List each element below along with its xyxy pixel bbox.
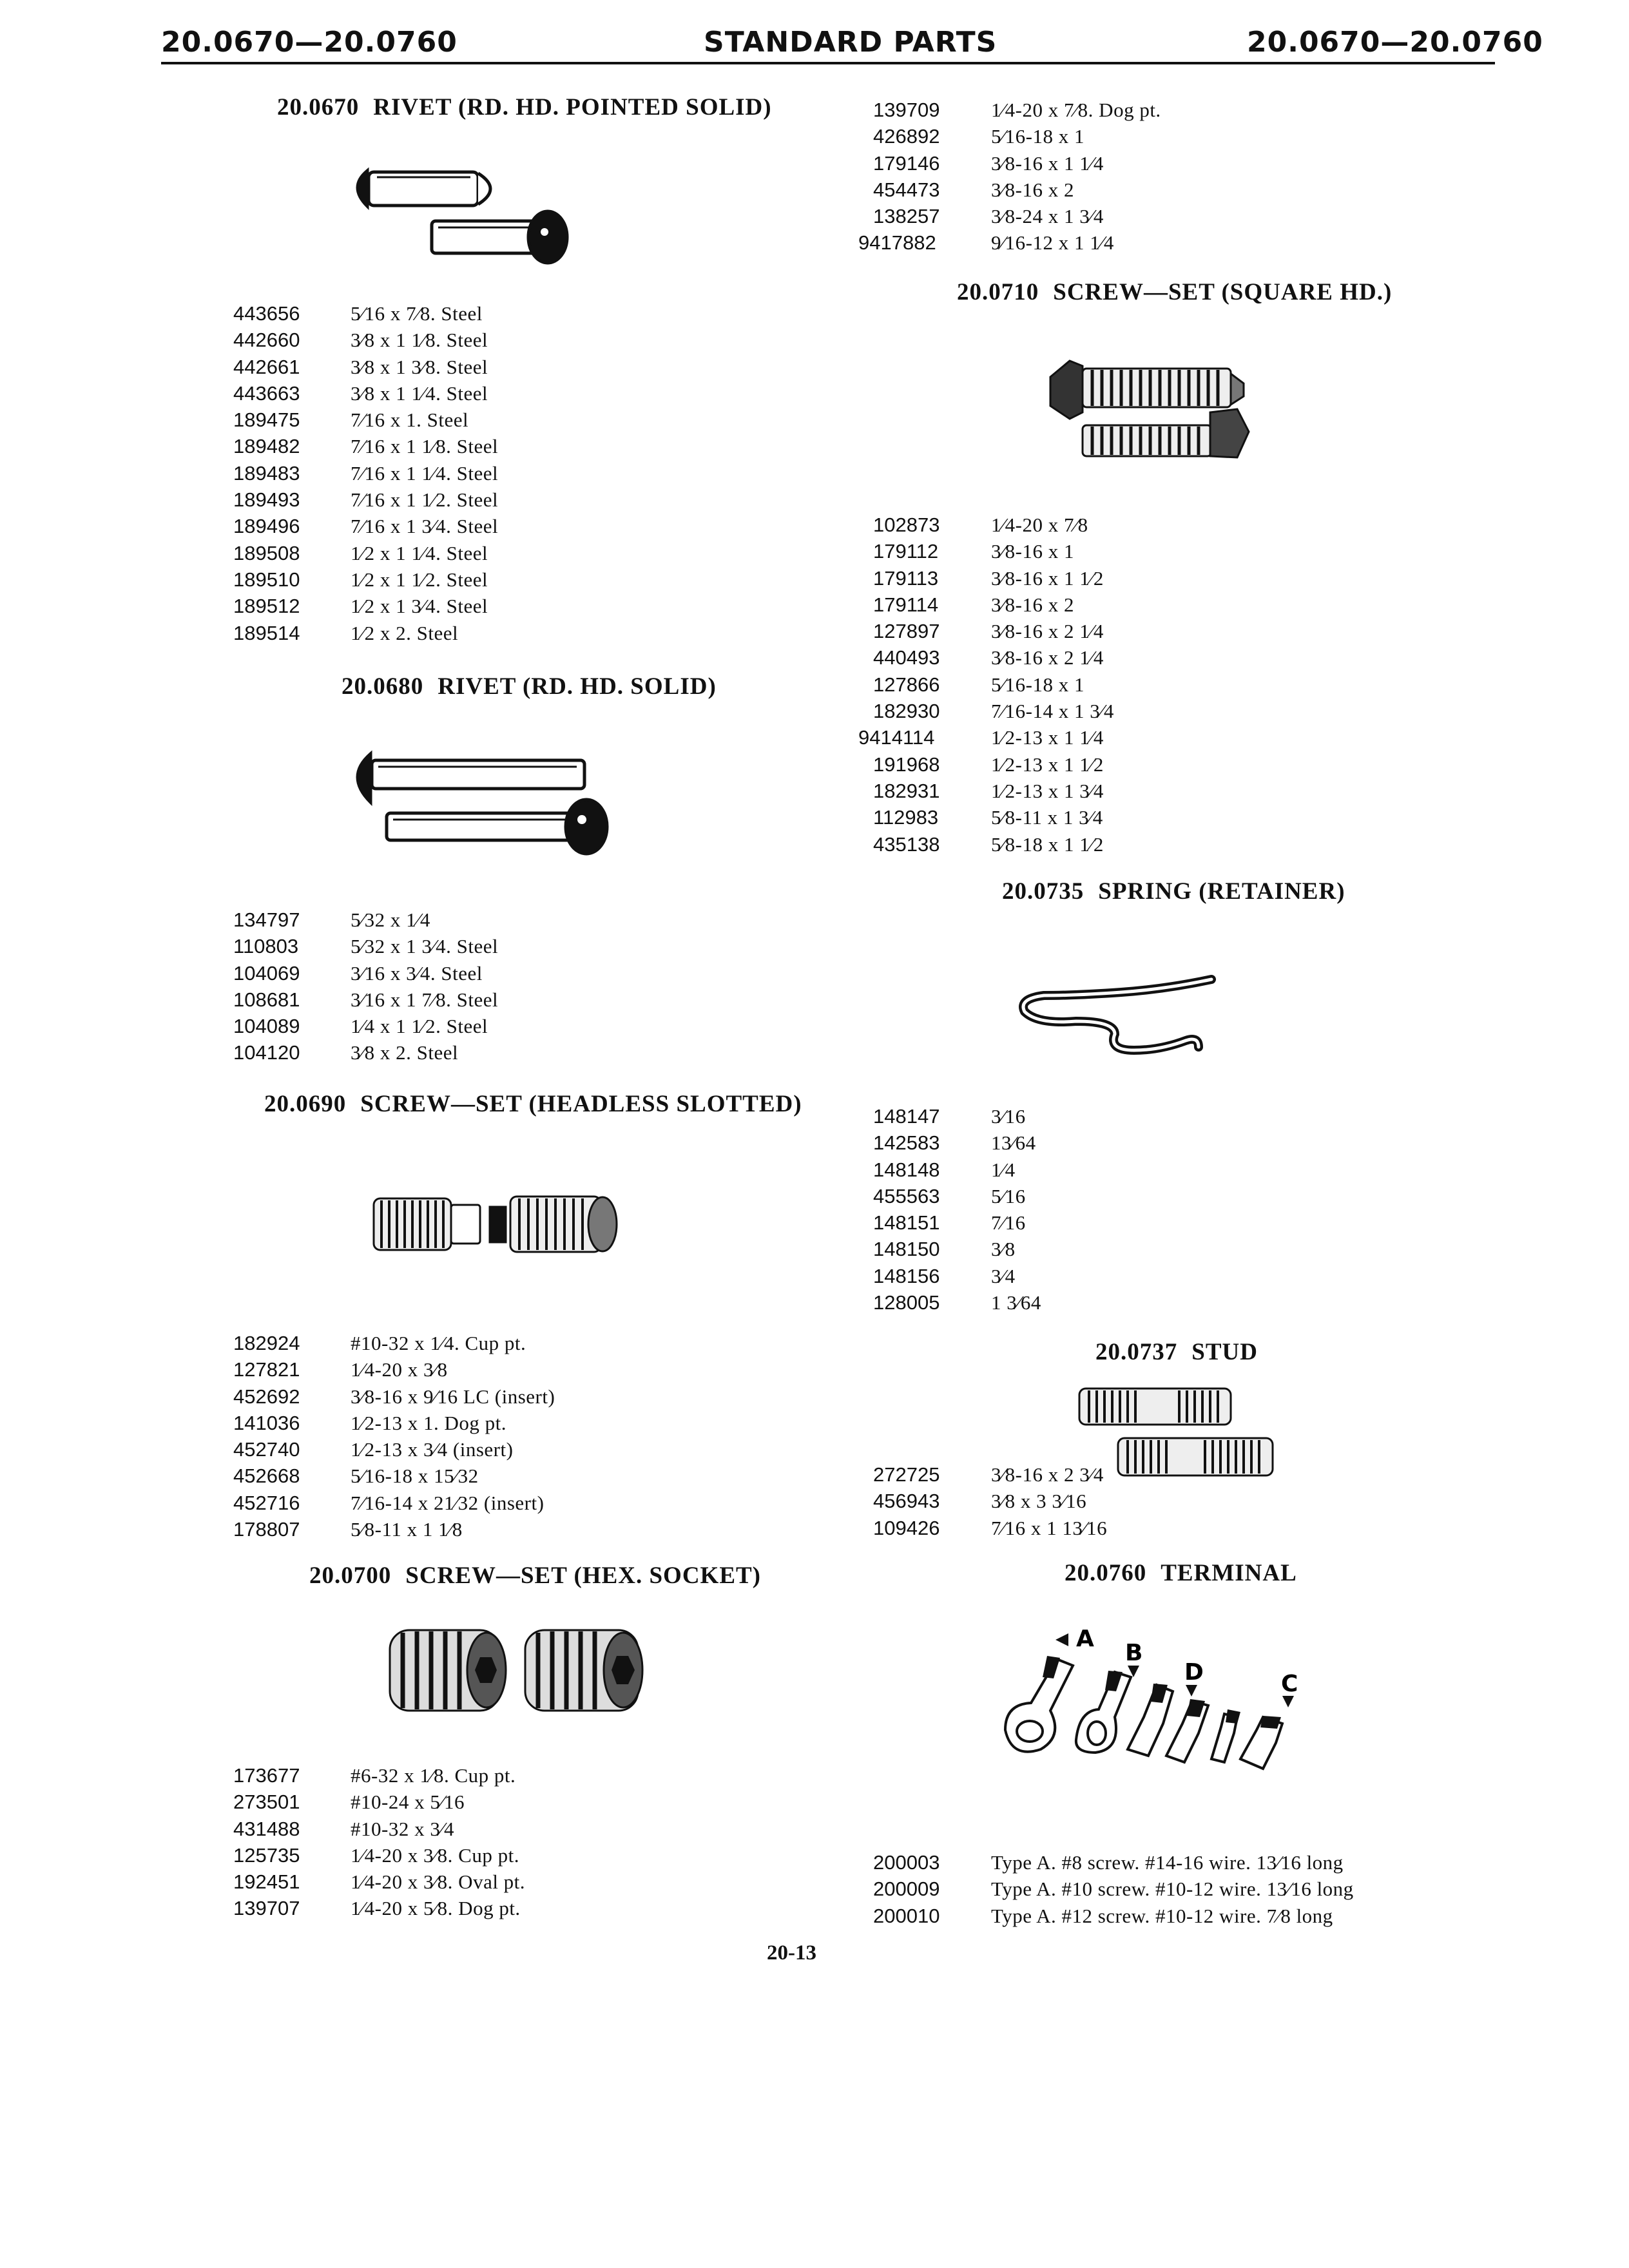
table-row [858, 565, 1245, 591]
part-description: 1⁄2 x 2. Steel [351, 621, 459, 644]
parts-list-20-0760 [873, 1849, 1453, 1929]
part-number: 108681 [233, 988, 300, 1011]
part-number: 102873 [873, 514, 940, 536]
table-row [858, 671, 1245, 698]
table-row [233, 1356, 633, 1383]
part-description: 1⁄4 x 1 1⁄2. Steel [351, 1015, 488, 1038]
part-number: 452740 [233, 1438, 300, 1461]
part-number: 148156 [873, 1264, 940, 1287]
part-description: 7⁄16 x 1 1⁄8. Steel [351, 435, 499, 458]
table-row [233, 1516, 633, 1542]
part-number: 431488 [233, 1817, 300, 1840]
part-number: 452668 [233, 1465, 300, 1488]
table-row [873, 1488, 1195, 1514]
parts-list-20-0737 [873, 1461, 1195, 1541]
table-row [873, 1515, 1195, 1541]
part-number: 109426 [873, 1516, 940, 1539]
table-row [233, 1383, 633, 1410]
section-title-20-0735 [1002, 878, 1345, 905]
part-description: Type A. #12 screw. #10-12 wire. 7⁄8 long [991, 1904, 1333, 1927]
table-row [858, 512, 1245, 538]
parts-list-20-0700-continued [858, 97, 1245, 256]
table-row [233, 1895, 620, 1921]
part-number: 182930 [873, 700, 940, 723]
parts-list-20-0680 [233, 907, 594, 1066]
part-description: 1⁄2 x 1 1⁄2. Steel [351, 568, 488, 591]
part-number: 104089 [233, 1015, 300, 1038]
part-description: 1⁄2-13 x 3⁄4 (insert) [351, 1438, 514, 1461]
section-number: 20.0680 [342, 673, 424, 700]
section-title-20-0700 [309, 1562, 761, 1590]
table-row [873, 1209, 1195, 1236]
page-number: 20-13 [767, 1941, 816, 1965]
part-description: 3⁄16 [991, 1105, 1026, 1128]
table-row [233, 1816, 620, 1842]
part-description: 1⁄4-20 x 3⁄8. Cup pt. [351, 1843, 519, 1867]
part-description: 7⁄16 x 1. Steel [351, 408, 469, 432]
part-number: 148147 [873, 1105, 940, 1128]
table-row [858, 177, 1245, 203]
part-number: 426892 [873, 125, 940, 148]
section-name: TERMINAL [1161, 1560, 1297, 1586]
part-description: 5⁄16 x 7⁄8. Steel [351, 302, 483, 325]
table-row [233, 1039, 594, 1066]
table-row [233, 986, 594, 1013]
section-name: SCREW—SET (HEX. SOCKET) [405, 1562, 761, 1589]
part-number: 440493 [873, 646, 940, 669]
round-head-rivet-illustration [338, 741, 635, 857]
terminal-label-b: B [1125, 1640, 1143, 1666]
part-number: 173677 [233, 1764, 300, 1787]
table-row [858, 751, 1245, 778]
part-description: 7⁄16-14 x 1 3⁄4 [991, 700, 1114, 723]
part-description: 3⁄8-16 x 1 [991, 540, 1074, 563]
table-row [233, 354, 594, 380]
part-description: 3⁄8-24 x 1 3⁄4 [991, 205, 1104, 228]
table-row [858, 150, 1245, 177]
table-row [233, 380, 594, 407]
part-number: 9417882 [858, 231, 936, 255]
part-number: 192451 [233, 1870, 300, 1894]
retainer-spring-illustration [1005, 960, 1224, 1076]
part-description: 5⁄16-18 x 15⁄32 [351, 1465, 479, 1488]
headless-set-screw-illustration [367, 1182, 625, 1266]
part-description: 5⁄16 [991, 1184, 1026, 1207]
part-description: 3⁄8-16 x 1 1⁄2 [991, 566, 1104, 590]
table-row [233, 540, 594, 566]
part-number: 138257 [873, 205, 940, 228]
part-number: 127821 [233, 1358, 300, 1381]
table-row [233, 1762, 620, 1789]
part-description: 3⁄8-16 x 2 1⁄4 [991, 620, 1104, 643]
part-number: 189510 [233, 568, 300, 591]
part-description: 5⁄16-18 x 1 [991, 673, 1084, 696]
table-row [233, 1842, 620, 1869]
part-description: 5⁄8-11 x 1 3⁄4 [991, 806, 1103, 829]
section-title-20-0680 [342, 673, 717, 700]
table-row [233, 460, 594, 486]
part-description: 3⁄16 x 3⁄4. Steel [351, 961, 483, 985]
part-description: 5⁄32 x 1⁄4 [351, 908, 430, 931]
part-description: 7⁄16 x 1 1⁄4. Steel [351, 461, 499, 485]
terminal-label-c: C [1281, 1671, 1298, 1697]
table-row [233, 1869, 620, 1895]
part-number: 104069 [233, 961, 300, 985]
part-description: 7⁄16 [991, 1211, 1026, 1235]
part-number: 127897 [873, 620, 940, 643]
part-number: 182924 [233, 1332, 300, 1354]
part-number: 189496 [233, 515, 300, 538]
part-number: 178807 [233, 1518, 300, 1541]
table-row [873, 1876, 1453, 1902]
section-number: 20.0710 [957, 279, 1039, 305]
part-number: 128005 [873, 1291, 940, 1314]
part-description: 9⁄16-12 x 1 1⁄4 [991, 231, 1114, 255]
section-title-20-0710 [957, 278, 1392, 306]
part-description: 7⁄16 x 1 1⁄2. Steel [351, 488, 499, 512]
section-title-20-0670 [277, 93, 772, 121]
table-row [873, 1157, 1195, 1183]
part-number: 148151 [873, 1211, 940, 1235]
part-description: 1⁄4-20 x 5⁄8. Dog pt. [351, 1897, 521, 1920]
part-description: #10-32 x 3⁄4 [351, 1817, 454, 1840]
section-number: 20.0735 [1002, 878, 1084, 905]
part-description: 1⁄2 x 1 1⁄4. Steel [351, 541, 488, 564]
part-description: 3⁄8-16 x 9⁄16 LC (insert) [351, 1385, 555, 1408]
table-row [858, 618, 1245, 644]
section-title-20-0737 [1095, 1338, 1258, 1366]
table-row [858, 538, 1245, 564]
part-number: 189475 [233, 408, 300, 432]
part-number: 454473 [873, 178, 940, 201]
table-row [233, 620, 594, 646]
table-row [858, 229, 1245, 256]
table-row [873, 1263, 1195, 1289]
part-description: #10-32 x 1⁄4. Cup pt. [351, 1332, 526, 1354]
table-row [233, 1410, 633, 1436]
part-description: 3⁄8 x 2. Steel [351, 1041, 459, 1064]
part-number: 9414114 [858, 726, 935, 749]
table-row [233, 327, 594, 353]
part-description: Type A. #10 screw. #10-12 wire. 13⁄16 long [991, 1878, 1354, 1901]
part-number: 139707 [233, 1897, 300, 1920]
section-name: SPRING (RETAINER) [1098, 878, 1345, 905]
parts-list-20-0710 [858, 512, 1245, 858]
part-description: 3⁄8 x 1 1⁄4. Steel [351, 381, 488, 405]
part-description: 3⁄8 x 3 3⁄16 [991, 1490, 1087, 1513]
part-description: 1⁄4 [991, 1158, 1016, 1181]
part-description: 1⁄4-20 x 7⁄8. Dog pt. [991, 99, 1161, 121]
table-row [233, 407, 594, 433]
table-row [233, 933, 594, 959]
part-number: 189514 [233, 621, 300, 644]
table-row [873, 1849, 1453, 1876]
section-name: SCREW—SET (HEADLESS SLOTTED) [360, 1091, 802, 1117]
table-row [873, 1236, 1195, 1262]
square-head-set-screw-illustration [1044, 348, 1263, 477]
table-row [873, 1183, 1195, 1209]
table-row [858, 591, 1245, 618]
part-description: 1⁄2 x 1 3⁄4. Steel [351, 595, 488, 618]
section-name: STUD [1191, 1339, 1258, 1365]
part-description: #6-32 x 1⁄8. Cup pt. [351, 1764, 516, 1787]
arrow-c-icon [1282, 1696, 1294, 1707]
section-number: 20.0760 [1065, 1560, 1147, 1586]
part-number: 456943 [873, 1490, 940, 1513]
table-row [858, 724, 1245, 751]
part-number: 443656 [233, 302, 300, 325]
header-left: 20.0670—20.0760 [161, 26, 458, 59]
part-number: 442660 [233, 329, 300, 352]
part-description: 1⁄4-20 x 7⁄8 [991, 514, 1088, 536]
part-number: 200010 [873, 1904, 940, 1927]
table-row [858, 644, 1245, 671]
section-name: SCREW—SET (SQUARE HD.) [1053, 279, 1393, 305]
part-number: 442661 [233, 355, 300, 378]
section-name: RIVET (RD. HD. SOLID) [438, 673, 717, 700]
terminal-label-d: D [1184, 1659, 1204, 1686]
part-description: 1⁄4-20 x 3⁄8. Oval pt. [351, 1870, 526, 1894]
part-number: 104120 [233, 1041, 300, 1064]
table-row [233, 907, 594, 933]
table-row [233, 513, 594, 539]
part-number: 189512 [233, 595, 300, 618]
part-number: 127866 [873, 673, 940, 696]
part-description: 5⁄32 x 1 3⁄4. Steel [351, 935, 499, 958]
part-description: 7⁄16 x 1 13⁄16 [991, 1516, 1108, 1539]
part-description: 3⁄8 x 1 1⁄8. Steel [351, 329, 488, 352]
terminal-label-a: A [1076, 1626, 1094, 1652]
table-row [858, 831, 1245, 858]
table-row [233, 593, 594, 619]
part-description: 1⁄4-20 x 3⁄8 [351, 1358, 448, 1381]
part-description: 1⁄2-13 x 1 1⁄2 [991, 753, 1104, 776]
table-row [233, 1463, 633, 1489]
part-number: 179114 [873, 593, 939, 616]
table-row [233, 1789, 620, 1815]
table-row [858, 778, 1245, 804]
part-number: 179113 [873, 566, 939, 590]
part-description: 1 3⁄64 [991, 1291, 1041, 1314]
part-number: 125735 [233, 1843, 300, 1867]
part-number: 452692 [233, 1385, 300, 1408]
part-number: 110803 [233, 935, 299, 958]
part-number: 142583 [873, 1131, 940, 1155]
part-description: 13⁄64 [991, 1131, 1036, 1155]
part-description: 5⁄8-18 x 1 1⁄2 [991, 832, 1104, 856]
section-number: 20.0670 [277, 94, 360, 120]
header-rule [161, 62, 1495, 64]
part-description: 3⁄8-16 x 2 [991, 178, 1074, 201]
part-number: 182931 [873, 779, 940, 802]
part-description: 3⁄8 x 1 3⁄8. Steel [351, 355, 488, 378]
part-number: 139709 [873, 99, 940, 121]
table-row [858, 804, 1245, 831]
part-number: 189493 [233, 488, 300, 512]
pointed-rivet-illustration [342, 151, 574, 274]
table-row [233, 566, 594, 593]
part-number: 148148 [873, 1158, 940, 1181]
section-number: 20.0690 [264, 1091, 347, 1117]
table-row [858, 698, 1245, 724]
part-description: 1⁄2-13 x 1 3⁄4 [991, 779, 1104, 802]
section-title-20-0760 [1065, 1559, 1297, 1587]
part-number: 179112 [873, 540, 939, 563]
table-row [233, 1436, 633, 1463]
table-row [858, 203, 1245, 229]
section-number: 20.0737 [1095, 1339, 1178, 1365]
table-row [858, 97, 1245, 123]
table-row [873, 1103, 1195, 1129]
part-description: 1⁄2-13 x 1 1⁄4 [991, 726, 1104, 749]
table-row [873, 1903, 1453, 1929]
parts-list-20-0735 [873, 1103, 1195, 1316]
table-row [233, 1013, 594, 1039]
part-number: 452716 [233, 1491, 300, 1514]
part-description: Type A. #8 screw. #14-16 wire. 13⁄16 long [991, 1851, 1344, 1874]
part-number: 200003 [873, 1851, 940, 1874]
table-row [233, 960, 594, 986]
part-number: 435138 [873, 832, 940, 856]
part-description: #10-24 x 5⁄16 [351, 1791, 465, 1814]
terminal-illustration [979, 1620, 1315, 1794]
table-row [233, 1490, 633, 1516]
parts-list-20-0700 [233, 1762, 620, 1922]
part-description: 3⁄4 [991, 1264, 1016, 1287]
part-number: 189508 [233, 541, 300, 564]
arrow-d-icon [1186, 1685, 1197, 1696]
part-number: 272725 [873, 1463, 940, 1486]
part-description: 1⁄2-13 x 1. Dog pt. [351, 1411, 506, 1434]
part-description: 3⁄8-16 x 1 1⁄4 [991, 151, 1104, 175]
part-number: 273501 [233, 1791, 300, 1814]
part-number: 112983 [873, 806, 939, 829]
part-number: 189482 [233, 435, 300, 458]
table-row [233, 300, 594, 327]
part-description: 3⁄8-16 x 2 [991, 593, 1074, 616]
arrow-a-icon [1055, 1633, 1068, 1646]
table-row [873, 1129, 1195, 1156]
hex-socket-set-screw-illustration [383, 1624, 648, 1720]
section-name: RIVET (RD. HD. POINTED SOLID) [373, 94, 772, 120]
section-number: 20.0700 [309, 1562, 392, 1589]
part-description: 5⁄8-11 x 1 1⁄8 [351, 1518, 463, 1541]
table-row [873, 1461, 1195, 1488]
part-description: 7⁄16-14 x 21⁄32 (insert) [351, 1491, 545, 1514]
part-number: 141036 [233, 1411, 300, 1434]
part-number: 148150 [873, 1238, 940, 1261]
part-description: 3⁄8 [991, 1238, 1016, 1261]
part-number: 191968 [873, 753, 940, 776]
part-description: 7⁄16 x 1 3⁄4. Steel [351, 515, 499, 538]
section-title-20-0690 [264, 1090, 802, 1118]
part-description: 3⁄8-16 x 2 3⁄4 [991, 1463, 1104, 1486]
part-number: 179146 [873, 151, 940, 175]
table-row [858, 123, 1245, 149]
table-row [873, 1289, 1195, 1316]
header-right: 20.0670—20.0760 [1247, 26, 1543, 59]
part-number: 455563 [873, 1184, 940, 1207]
part-description: 5⁄16-18 x 1 [991, 125, 1084, 148]
part-number: 443663 [233, 381, 300, 405]
part-number: 200009 [873, 1878, 940, 1901]
part-description: 3⁄8-16 x 2 1⁄4 [991, 646, 1104, 669]
parts-list-20-0670 [233, 300, 594, 646]
parts-list-20-0690 [233, 1330, 633, 1542]
part-description: 3⁄16 x 1 7⁄8. Steel [351, 988, 499, 1011]
table-row [233, 433, 594, 459]
part-number: 189483 [233, 461, 300, 485]
part-number: 134797 [233, 908, 300, 931]
table-row [233, 1330, 633, 1356]
header-center: STANDARD PARTS [704, 26, 998, 59]
table-row [233, 486, 594, 513]
